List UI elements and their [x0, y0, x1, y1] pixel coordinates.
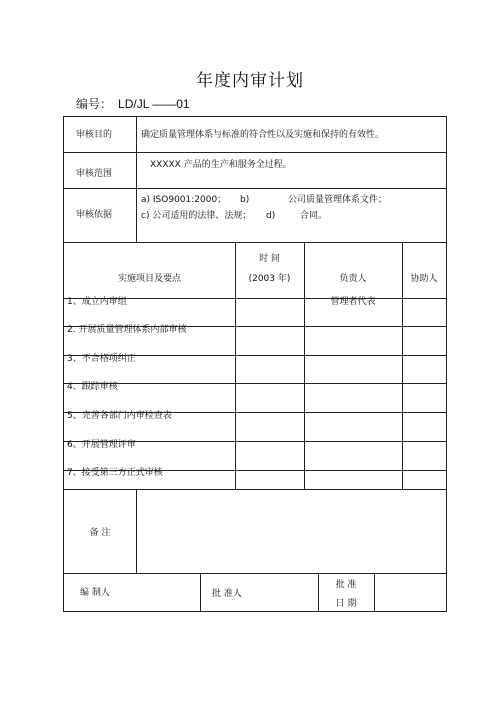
date-label: 日 期 — [335, 599, 357, 609]
prepared-by-label: 编 制人 — [80, 588, 110, 598]
doc-number-value: LD/JL ——01 — [118, 97, 190, 111]
basis-item-c: c) 公司适用的法律、法规； — [141, 211, 252, 221]
basis-item-b: b) — [240, 195, 250, 205]
rule-item-7 — [64, 489, 446, 490]
rule-footer-1 — [200, 573, 201, 611]
list-item: 5、完善各部门内审检查表 — [67, 411, 172, 421]
rule-top-rows-2 — [64, 188, 446, 189]
scope-value: XXXXX 产品的生产和服务全过程。 — [150, 160, 292, 170]
header-year: (2003 年) — [248, 274, 291, 284]
approve-label: 批 准 — [335, 580, 357, 590]
header-assist: 协助人 — [410, 274, 438, 284]
list-item: 6、开展管理评审 — [67, 440, 136, 450]
rule-remarks — [64, 573, 446, 574]
rule-label-col — [136, 117, 137, 242]
rule-top-rows-3 — [64, 242, 446, 243]
basis-item-a: a) ISO9001:2000； — [141, 195, 227, 205]
item-owner: 管理者代表 — [330, 297, 376, 307]
approved-by-label: 批 准人 — [212, 589, 242, 599]
remarks-label: 备 注 — [89, 528, 111, 538]
purpose-label: 审核目的 — [76, 130, 113, 140]
page-title: 年度内审计划 — [196, 71, 304, 91]
rule-top-rows-1 — [64, 152, 446, 153]
basis-label: 审核依据 — [76, 210, 113, 220]
basis-item-d: d) — [266, 211, 276, 221]
list-item: 3、不合格项纠正 — [67, 354, 136, 364]
basis-item-d-text: 合同。 — [300, 211, 328, 221]
header-time: 时 间 — [259, 254, 280, 264]
list-item: 4、跟踪审核 — [67, 382, 118, 392]
rule-item-3 — [64, 383, 446, 384]
header-items: 实施项目及要点 — [117, 274, 181, 284]
scope-label: 审核范围 — [76, 169, 113, 179]
doc-number-label: 编号： — [76, 97, 113, 111]
list-item: 2. 开展质量管理体系内部审核 — [67, 325, 187, 335]
header-owner: 负责人 — [339, 274, 367, 284]
basis-item-b-text: 公司质量管理体系文件； — [288, 195, 388, 205]
rule-footer-3 — [374, 573, 375, 611]
audit-plan-table — [63, 116, 447, 612]
purpose-value: 确定质量管理体系与标准的符合性以及实施和保持的有效性。 — [141, 130, 385, 140]
list-item: 1、成立内审组 — [67, 297, 127, 307]
rule-remarks-col — [136, 489, 137, 573]
list-item: 7、接受第三方正式审核 — [67, 468, 163, 478]
doc-number — [76, 95, 190, 112]
